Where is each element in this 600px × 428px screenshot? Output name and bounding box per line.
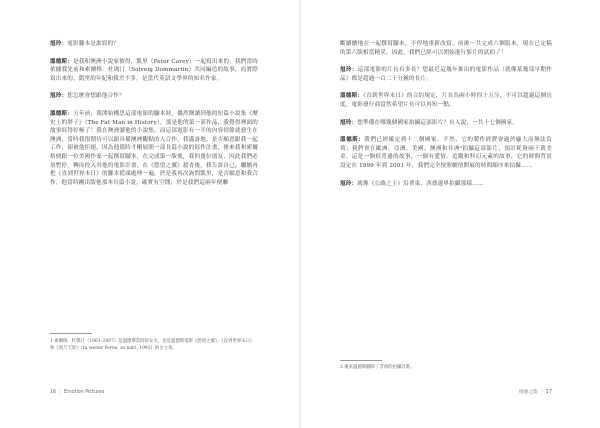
paragraph-text: 這部電影的片長有多長？您最近這幾年推出的電影作品（就像某幾部早期作品）都是超過一百二十分鐘的長片。 xyxy=(340,67,553,82)
speaker-label: 旭玲： xyxy=(50,93,68,100)
paragraph-text: 《直到世界末日》的合約規定，片長為兩小時四十五分，不可以超過這個長度，電影發行商當然希望片長可以再短一點。 xyxy=(340,93,552,108)
footnote: 1 索爾格．杜瑪汀（1961–2007）是溫德斯當時的女友，也是溫德斯電影《慾望之翼》、《直到世界末日》和《咫尺天涯》（In weiter Ferne, so nah!, 1993）的女主角。 xyxy=(50,339,255,351)
left-page-text-column xyxy=(50,40,258,196)
paragraph-text: 我們已經確定到十二個國家，不然，它的製作經費會過於龐大而無法負荷；我們會在歐洲、亞洲、美國、澳洲和非洲²拍攝這部影片，預計耗資兩千萬美金。這是一個很普通的故事，一個有愛情、追蹤和科幻元素的故事，它的時間背景設定在 1999 年到 2001 年，我們完全按照劇情開展的時間順序來拍攝…… xyxy=(340,137,552,169)
interview-paragraph xyxy=(50,58,258,84)
right-page-text-column xyxy=(340,40,552,197)
footnote: 2 後來溫德斯刪除了非洲的拍攝計畫。 xyxy=(340,365,415,370)
paragraph-text: 就像《公路之王》沿著東、西德邊界拍攝那樣…… xyxy=(357,180,484,187)
speaker-label: 溫德斯： xyxy=(50,110,74,117)
page-footer: 情感之影 ｜ 17 xyxy=(518,390,552,395)
footnote-divider xyxy=(340,360,382,361)
interview-paragraph xyxy=(50,40,258,49)
interview-paragraph xyxy=(340,136,552,170)
speaker-label: 旭玲： xyxy=(50,41,68,47)
speaker-label: 溫德斯： xyxy=(340,93,364,100)
right-page xyxy=(300,0,600,428)
speaker-label: 旭玲： xyxy=(340,67,358,74)
paragraph-text: 斷續續地在一起撰寫腳本，不停地重新改寫，前後一共完成六個版本，現在已定稿的第六版相當精采，因此，我們已經可以開始進行影片的試拍了！ xyxy=(340,41,552,56)
paragraph-text: 您怎麼會想跟他合作？ xyxy=(67,93,125,100)
interview-paragraph xyxy=(340,180,552,189)
interview-paragraph xyxy=(340,92,552,109)
interview-paragraph xyxy=(340,119,552,128)
interview-paragraph xyxy=(340,40,552,57)
speaker-label: 溫德斯： xyxy=(340,137,365,144)
speaker-label: 溫德斯： xyxy=(50,58,74,65)
paragraph-text: 是我和澳洲小說家彼得，凱里（Peter Carey）一起寫出來的，我們當時依據我先前和索爾格．杜瑪汀（Solveig Dommartin）共同編造的故事，而實際寫出來的，凱里的年紀和我差不多，是當代英語文學界的知名作家。 xyxy=(50,58,258,82)
paragraph-text: 電影腳本是誰寫的？ xyxy=(67,41,119,47)
footnote-divider xyxy=(50,333,92,334)
speaker-label: 旭玲： xyxy=(340,180,358,187)
interview-paragraph xyxy=(50,92,258,101)
page-footer: 16 ｜ Emotion Pictures xyxy=(50,390,105,395)
paragraph-text: 五年前，我開始構思這部電影的腳本時，偶然閱讀到他的短篇小說集《歷史上的胖子》（The Fat Man in History），那是他的第一部作品，我覺得裡面的故事寫得好極了！我在澳洲讀他的小說集，而這部電影有一半的內容情節就發生在澳洲，當時我很期待可以跟具備澳洲觀點的人合作，我滿訝地，是否願意跟我一起工作，卻被他拒絕，因為他那時才剛展開一部長篇小說的寫作計畫，後來我和索爾格便跟一位美國作家一起撰寫腳本，在完成第一版後，我的幾位朋友，因此我們必須暫停，轉而投入其他的電影計畫，在《慾望之翼》殺青後，我告訴自己，繼續再把《直到世界末日》的腳本從頭處理一遍，於是我再次詢問凱里，是否願意和我合作，他當時剛出版他那本長篇小說，確實有空閒，於是我們這兩年便聯 xyxy=(50,110,258,186)
interview-paragraph xyxy=(340,66,552,83)
paragraph-text: 您準備在哪幾個國家拍攝這部影片？有人說，一共十七個國家。 xyxy=(357,119,519,126)
speaker-label: 旭玲： xyxy=(340,119,358,126)
interview-paragraph xyxy=(50,110,258,187)
